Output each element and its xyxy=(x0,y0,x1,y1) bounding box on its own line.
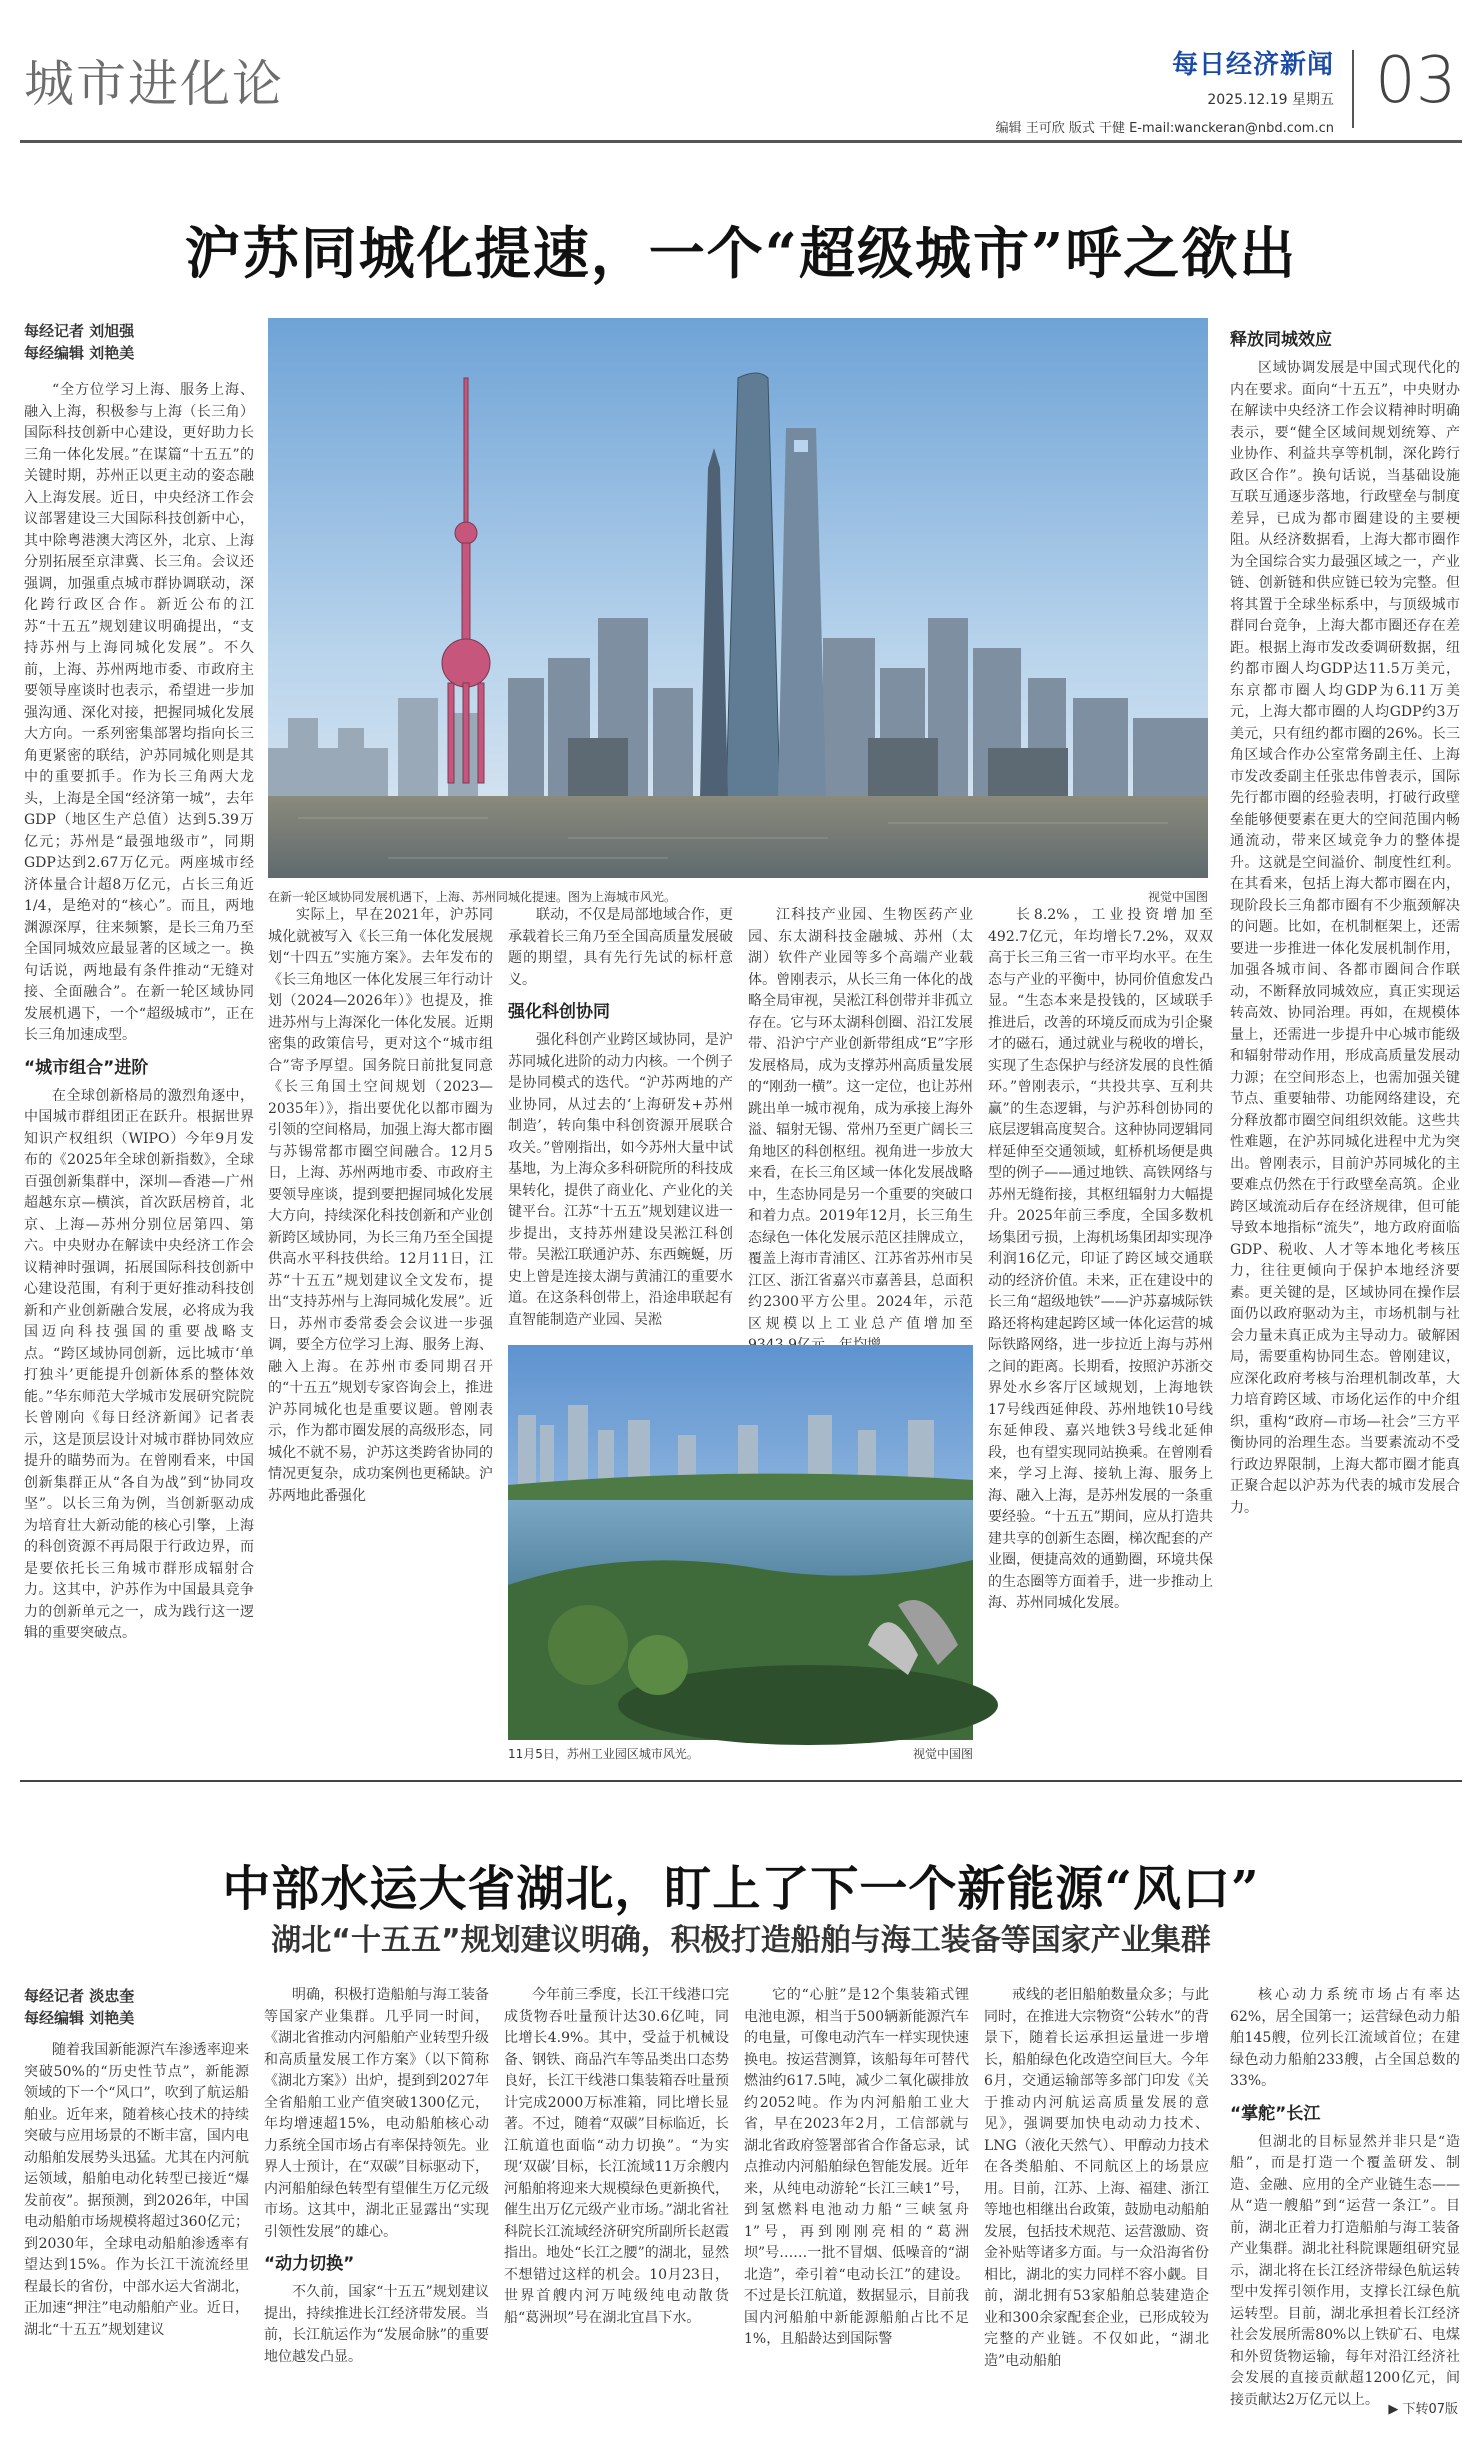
article1-col5-text: 江科技产业园、生物医药产业园、东太湖科技金融城、苏州（太湖）软件产业园等多个高端产业载体。曾刚表示，从长三角一体化的战略全局审视，吴淞江科创带并非孤立存在。它与环太湖科创圈、沿江发展带、沿沪宁产业创新带组成“E”字形发展格局，成为支撑苏州高质量发展的“刚劲一横”。这一定位，也让苏州跳出单一城市视角，成为承接上海外溢、辐射无锡、常州乃至更广阔长三角地区的科创枢纽。视角进一步放大来看，在长三角区域一体化发展战略中，生态协同是另一个重要的突破口和着力点。2019年12月，长三角生态绿色一体化发展示范区挂牌成立，覆盖上海市青浦区、江苏省苏州市吴江区、浙江省嘉兴市嘉善县，总面积约2300平方公里。2024年，示范区规模以上工业总产值增加至 xyxy=(748,907,973,1332)
masthead xyxy=(996,44,1334,136)
byline-reporter: 每经记者 刘旭强 xyxy=(24,322,135,340)
article1-col7-text: 区域协调发展是中国式现代化的内在要求。面向“十五五”，中央财办在解读中央经济工作会议精神时明确表示，要“健全区域间规划统筹、产业协作、利益共享等机制，深化跨行政区合作”。换句话说，当基础设施互联互通逐步落地，行政壁垒与制度差异，已成为都市圈建设的主要梗阻。从经济数据看，上海大都市圈作为全国综合实力最强区域之一，产业链、创新链和供应链已较为完整。但将其置于全球坐标系中，与顶级城市群同台竞争，上海大都市圈还存在差距。根据上海市发改委调研数据，纽约都市圈人均GDP达11.5万美元，东京都市圈人均GDP为6.11万美元，上海大都市圈的人均GDP约3万美元，只有纽约都市圈的26%。长三角区域合作办公室常务副主任、上海市发改委副主任张忠伟曾表示，国际先行都市圈的经验表明，打破行政壁垒能够便要素在更大的空间范围内畅通流动，带来区域竞争力的整体提升。这就是空间溢价、制度性红利。在其看来，包括上海大都市圈在内，现阶段长三角都市圈有不少瓶颈解决的问题。比如，在机制框架上，还需要进一步推进一体化发展机制作用，加强各城市间、各都市圈间合作联动，不断释放同城效应，真正实现运转高效、协同治理。再如，在规模体量上，还需进一步提升中心城市能级和辐射带动作用，形成高质量发展动力源；在空间形态上，也需加强关键节点、重要轴带、功能网络建设，充分释放都市圈空间组织效能。这些共性难题，在沪苏同城化进程中尤为突出。曾刚表示，目前沪苏同城化的主要难点仍然在于行政壁垒高筑。企业跨区域流动后存在经济规律，但可能导致本地指标“流失”，地方政府面临GDP、税收、人才等本地化考核压力，往往更倾向于保护本地经济要素。更关键的是，区域协同在操作层面仍以政府驱动为主，市场机制与社会力量未真正成为主导动力。破解困局，需要重构协同生态。曾刚建议，应深化政府考核与治理机制改革，大力培育跨区域、市场化运作的中介组织，重构“政府—市场—社会”三方平衡协同的治理生态。当要素流动不受行政边界限制，上海大都市圈才能真正聚合起以沪苏为代表的城市发展合力。 xyxy=(1230,360,1460,1516)
article2-subhead-2: “掌舵”长江 xyxy=(1230,2103,1321,2124)
article2-headline: 中部水运大省湖北，盯上了下一个新能源“风口” xyxy=(222,1861,1260,1917)
article1-subhead-2: 强化科创协同 xyxy=(508,1002,610,1022)
article1-col6-text: 长8.2%，工业投资增加至492.7亿元，年均增长7.2%，双双高于长三角三省一市平均水平。在生态与产业的平衡中，协同价值愈发凸显。“生态本来是投钱的，区域联手推进后，改善的环境反而成为引企聚才的磁石，通过就业与税收的增长，实现了生态保护与经济发展的良性循环。”曾刚表示，“共投共享、互利共赢”的生态逻辑，与沪苏科创协同的底层逻辑高度契合。这种协同逻辑同样延伸至交通领域，虹桥机场便是典型的例子——通过地铁、高铁网络与苏州无缝衔接，其枢纽辐射力大幅提升。2025年前三季度，全国多数机场集团亏损，上海机场集团却实现净利润16亿元，印证了跨区域交通联动的经济价值。未来，正在建设中的长三角“超级地铁”——沪苏嘉城际铁路还将构建起跨区域一体化运营的城际铁路网络，进一步拉近上海与苏州之间的距离。长期看，按照沪苏浙交界处水乡客厅区域规划，上海地铁17号线西延伸段、苏州地铁10号线东延伸段、嘉兴地铁3号线北延伸段，也有望实现同站换乘。在曾刚看来，学习上海、接轨上海、服务上海、融入上海，是苏州发展的一条重要经验。“十五五”期间，应从打造共建共享的创新生态圈，梯次配套的产业圈，便捷高效的通勤圈，环境共保的生态圈等方面着手，进一步推动上海、苏州同城化发展。 xyxy=(988,907,1213,1611)
issue-date: 2025.12.19 星期五 xyxy=(1207,92,1334,108)
photo2-caption: 11月5日，苏州工业园区城市风光。 xyxy=(508,1747,699,1761)
photo1-credit: 视觉中国图 xyxy=(1147,890,1208,904)
photo2-credit: 视觉中国图 xyxy=(912,1747,973,1761)
article1-subhead-1: “城市组合”进阶 xyxy=(24,1057,149,1078)
article2-column-1 xyxy=(24,2040,249,2400)
article1-column-1 xyxy=(24,380,254,1765)
header-rule xyxy=(20,140,1462,143)
article2-c5-text: 戒线的老旧船舶数量众多；与此同时，在推进大宗物资“公转水”的背景下，随着长运承担运量进一步增长，船舶绿色化改造空间巨大。今年6月，交通运输部等多部门印发《关于推动内河航运高质量发展的意见》，强调要加快电动动力技术、LNG（液化天然气）、甲醇动力技术在各类船舶、不同航区上的场景应用。目前，江苏、上海、福建、浙江等地也相继出台政策，鼓励电动船舶发展，包括技术规范、运营激励、资金补贴等诸多方面。与一众沿海省份相比，湖北的实力同样不容小觑。目前，湖北拥有53家船舶总装建造企业和300余家配套企业，已形成较为完整的产业链。不仅如此，“湖北造”电动船舶 xyxy=(984,1987,1209,2369)
article1-col1b-text: 在全球创新格局的激烈角逐中，中国城市群组团正在跃升。根据世界知识产权组织（WIPO）今年9月发布的《2025年全球创新指数》，全球百强创新集群中，深圳—香港—广州超越东京—横滨，首次跃居榜首，北京、上海—苏州分别位居第四、第六。中央财办在解读中央经济工作会议精神时强调，拓展国际科技创新中心建设范围，有利于更好推动科技创新和产业创新融合发展，必将成为我国迈向科技强国的重要战略支点。“跨区域协同创新，远比城市‘单打独斗’更能提升创新体系的整体效能。”华东师范大学城市发展研究院院长曾刚向《每日经济新闻》记者表示，这是顶层设计对城市群协同效应提升的瞄势而为。在曾刚看来，中国创新集群正从“各自为战”到“协同攻坚”。以长三角为例，当创新驱动成为培育壮大新动能的核心引擎，上海的科创资源不再局限于行政边界，而是要依托长三角城市群形成辐射合力。这其中，沪苏作为中国最具竞争力的创新单元之一，成为践行这一逻辑的重要突破点。 xyxy=(24,1087,254,1641)
article2-byline xyxy=(24,1985,254,2029)
article2-c4-text: 它的“心脏”是12个集装箱式锂电池电源，相当于500辆新能源汽车的电量，可像电动汽车一样实现快速换电。按运营测算，该船每年可替代燃油约617.5吨，减少二氧化碳排放约2052吨。作为内河船舶工业大省，早在2023年2月，工信部就与湖北省政府签署部省合作备忘录，试点推动内河船舶绿色智能发展。近年来，从纯电动游轮“长江三峡1”号，到氢燃料电池动力船“三峡氢舟1”号，再到刚刚亮相的“葛洲坝”号……一批不冒烟、低噪音的“湖北造”，牵引着“电动长江”的建设。不过是长江航道，数据显示，目前我国内河船舶中新能源船舶占比不足1%，且船龄达到国际警 xyxy=(744,1987,969,2347)
article2-subhead-1: “动力切换” xyxy=(264,2254,355,2274)
article2-c2b-text: 不久前，国家“十五五”规划建议提出，持续推进长江经济带发展。当前，长江航运作为“发展命脉”的重要地位越发凸显。 xyxy=(264,2284,489,2365)
article1-col4b-text: 强化科创产业跨区域协同，是沪苏同城化进阶的动力内核。一个例子是协同模式的迭代。“沪苏两地的产业协同，从过去的‘上海研发+苏州制造’，转向集中科创资源开展联合攻关。”曾刚指出，如今苏州大量中试基地，为上海众多科研院所的科技成果转化，提供了商业化、产业化的关键平台。江苏“十五五”规划建议进一步提出，支持苏州建设吴淞江科创带。吴淞江联通沪苏、东西蜿蜒，历史上曾是连接太湖与黄浦江的重要水道。在这条科创带上，沿途串联起有直智能制造产业园、吴淞 xyxy=(508,1032,733,1328)
article2-column-6 xyxy=(1230,1985,1460,2408)
page-editors: 编辑 王可欣 版式 干健 E-mail:wanckeran@nbd.com.cn xyxy=(995,121,1334,136)
article2-column-4 xyxy=(744,1985,969,2400)
article2-c1-text: 随着我国新能源汽车渗透率迎来突破50%的“历史性节点”，新能源领域的下一个“风口”，吹到了航运船舶业。近年来，随着核心技术的持续突破与应用场景的不断丰富，国内电动船舶发展势头迅猛。尤其在内河航运领域，船舶电动化转型已接近“爆发前夜”。据预测，到2026年，中国电动船舶市场规模将超过360亿元；到2030年，全球电动船舶渗透率有望达到15%。作为长江干流流经里程最长的省份，中部水运大省湖北，正加速“押注”电动船舶产业。近日，湖北“十五五”规划建议 xyxy=(24,2042,249,2338)
article1-col1-text: “全方位学习上海、服务上海、融入上海，积极参与上海（长三角）国际科技创新中心建设，更好助力长三角一体化发展。”在谋篇“十五五”的关键时期，苏州正以更主动的姿态融入上海发展。近日，中央经济工作会议部署建设三大国际科技创新中心，其中除粤港澳大湾区外，北京、上海分别拓展至京津冀、长三角。会议还强调，加强重点城市群协调联动，深化跨行政区合作。新近公布的江苏“十五五”规划建议明确提出，“支持苏州与上海同城化发展”。不久前，上海、苏州两地市委、市政府主要领导座谈时也表示，希望进一步加强沟通、深化对接，把握同城化发展大方向。一系列密集部署均指向长三角更紧密的联结，沪苏同城化则是其中的重要抓手。作为长三角两大龙头，上海是全国“经济第一城”，去年GDP（地区生产总值）达到5.39万亿元；苏州是“最强地级市”，同期GDP达到2.67万亿元。两座城市经济体量合计超8万亿元，占长三角近1/4，是绝对的“核心”。而且，两地渊源深厚，往来频繁，是长三角乃至全国同城效应最显著的区域之一。换句话说，两地最有条件推动“无缝对接、全面融合”。在新一轮区域协同发展机遇下，一个“超级城市”，正在长三角加速成型。 xyxy=(24,382,254,1043)
shanghai-skyline-photo xyxy=(268,318,1208,878)
article1-col4-text: 联动，不仅是局部地域合作，更承载着长三角乃至全国高质量发展破题的期望，具有先行先试的标杆意义。 xyxy=(508,907,733,988)
byline-editor: 每经编辑 刘艳美 xyxy=(24,344,135,362)
byline2-editor: 每经编辑 刘艳美 xyxy=(24,2009,135,2027)
section-title: 城市进化论 xyxy=(24,55,284,113)
article2-c3-text: 今年前三季度，长江干线港口完成货物吞吐量预计达30.6亿吨，同比增长4.9%。其中，受益于机械设备、钢铁、商品汽车等品类出口态势良好，长江干线港口集装箱吞吐量预计完成2000万标准箱，同比增长显著。不过，随着“双碳”目标临近，长江航道也面临“动力切换”。“为实现‘双碳’目标，长江流域11万余艘内河船舶将迎来大规模绿色更新换代，催生出万亿元级产业市场。”湖北省社科院长江流域经济研究所副所长赵霞指出。地处“长江之腰”的湖北，显然不想错过这样的机会。10月23日，世界首艘内河万吨级纯电动散货船“葛洲坝”号在湖北宜昌下水。 xyxy=(504,1987,729,2326)
suzhou-park-photo xyxy=(508,1345,973,1740)
article1-col3-text: 实际上，早在2021年，沪苏同城化就被写入《长三角一体化发展规划“十四五”实施方案》。去年发布的《长三角地区一体化发展三年行动计划（2024—2026年）》也提及，推进苏州与上海深化一体化发展。近期密集的政策信号，更对这个“城市组合”寄予厚望。国务院日前批复同意《长三角国土空间规划（2023—2035年）》，指出要优化以都市圈为引领的空间格局，加强上海大都市圈与苏锡常都市圈空间融合。12月5日，上海、苏州两地市委、市政府主要领导座谈，提到要把握同城化发展大方向，持续深化科技创新和产业创新跨区域协同，为长三角乃至全国提供高水平科技供给。12月11日，江苏“十五五”规划建议全文发布，提出“支持苏州与上海同城化发展”。近日，苏州市委常委会会议进一步强调，要全方位学习上海、服务上海、融入上海。在苏州市委同期召开的“十五五”规划专家咨询会上，推进沪苏同城化也是重要议题。曾刚表示，作为都市圈发展的高级形态，同城化不就不易，沪苏这类跨省协同的情况更复杂，成功案例也更稀缺。沪苏两地此番强化 xyxy=(268,907,493,1504)
article2-c6b-text: 但湖北的目标显然并非只是“造船”，而是打造一个覆盖研发、制造、金融、应用的全产业链生态——从“造一艘船”到“运营一条江”。目前，湖北正着力打造船舶与海工装备产业集群。湖北社科院课题组研究显示，湖北将在长江经济带绿色航运转型中发挥引领作用，支撑长江绿色航运转型。目前，湖北承担着长江经济社会发展所需80%以上铁矿石、电煤和外贸货物运输，每年对沿江经济社会发展的直接贡献超1200亿元，间接贡献达2万亿元以上。 xyxy=(1230,2133,1460,2408)
byline2-reporter: 每经记者 淡忠奎 xyxy=(24,1987,135,2005)
article2-column-3 xyxy=(504,1985,729,2400)
article2-column-2 xyxy=(264,1985,489,2400)
article1-byline xyxy=(24,320,254,364)
article1-column-4 xyxy=(748,905,973,1335)
article2-c2-text: 明确，积极打造船舶与海工装备等国家产业集群。几乎同一时间，《湖北省推动内河船舶产业转型升级和高质量发展工作方案》（以下简称《湖北方案》）出炉，提到到2027年全省船舶工业产值突破1300亿元，年均增速超15%，电动船舶核心动力系统全国市场占有率保持领先。业界人士预计，在“双碳”目标驱动下，内河船舶绿色转型有望催生万亿元级市场。这其中，湖北正显露出“实现引领性发展”的雄心。 xyxy=(264,1987,489,2240)
continued-on-page[interactable]: ▶ 下转07版 xyxy=(1388,2402,1458,2417)
article1-column-2 xyxy=(268,905,493,1765)
photo1-caption: 在新一轮区域协同发展机遇下，上海、苏州同城化提速。图为上海城市风光。 xyxy=(268,890,677,904)
article2-c6-text: 核心动力系统市场占有率达62%，居全国第一；运营绿色动力船舶145艘，位列长江流域首位；在建绿色动力船舶233艘，占全国总数的33%。 xyxy=(1230,1987,1460,2089)
article1-column-5 xyxy=(988,905,1213,1765)
article1-headline: 沪苏同城化提速，一个“超级城市”呼之欲出 xyxy=(184,221,1298,287)
masthead-divider xyxy=(1352,50,1354,128)
page-number: 03 xyxy=(1375,44,1457,118)
article2-subheadline: 湖北“十五五”规划建议明确，积极打造船舶与海工装备等国家产业集群 xyxy=(271,1923,1211,1958)
paper-name: 每日经济新闻 xyxy=(1171,50,1334,80)
article1-column-3 xyxy=(508,905,733,1335)
article-divider xyxy=(20,1780,1462,1782)
article2-column-5 xyxy=(984,1985,1209,2400)
article1-column-6 xyxy=(1230,325,1460,1765)
article1-subhead-3: 释放同城效应 xyxy=(1230,330,1332,350)
